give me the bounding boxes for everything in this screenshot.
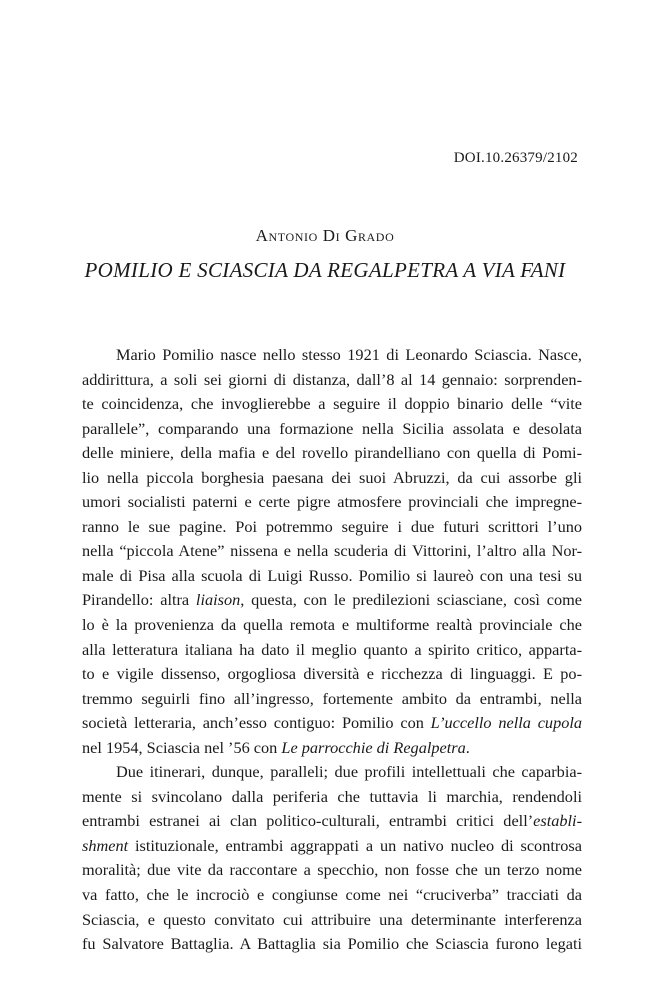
text-run: . <box>465 737 470 757</box>
text-line: lio nella piccola borghesia paesana dei suoi Abruzzi, da cui assorbe gli <box>82 467 582 487</box>
text-line: fu Salvatore Battaglia. A Battaglia sia Pomilio che Sciascia furono legati <box>82 934 582 954</box>
italic-term: shment <box>82 835 129 855</box>
text-line: Due itinerari, dunque, paralleli; due profili intellettuali che caparbia- <box>116 762 582 782</box>
text-line: Mario Pomilio nasce nello stesso 1921 di Leonardo Sciascia. Nasce, <box>116 345 582 364</box>
text-run: istituzionale, entrambi aggrappati a un nativo nucleo di scontrosa <box>128 835 582 855</box>
book-title: Le parrocchie di Regalpetra <box>281 737 466 757</box>
text-line: Sciascia, e questo convitato cui attribuire una determinante interferenza <box>82 909 582 929</box>
text-line: lo è la provenienza da quella remota e multiforme realtà provinciale che <box>82 615 582 635</box>
text-line: va fatto, che le incrociò e congiunse come nei “cruciverba” tracciati da <box>82 885 582 905</box>
text-line: male di Pisa alla scuola di Luigi Russo. Pomilio si laureò con una tesi su <box>82 565 582 585</box>
text-line <box>82 711 582 736</box>
text-run: società letteraria, anch’esso contiguo: Pomilio con <box>82 713 431 733</box>
italic-term: establi- <box>533 811 582 831</box>
text-line: to e vigile dissenso, orgogliosa diversità e ricchezza di linguaggi. E po- <box>82 664 582 684</box>
text-line: addirittura, a soli sei giorni di distanza, dall’8 al 14 gennaio: sorprenden- <box>82 369 582 389</box>
article-body <box>82 343 582 957</box>
text-line: parallele”, comparando una formazione nella Sicilia assolata e desolata <box>82 418 582 438</box>
text-line: mente si svincolano dalla periferia che tuttavia li marchia, rendendoli <box>82 786 582 806</box>
text-line: delle miniere, della mafia e del rovello pirandelliano con quella di Pomi- <box>82 443 582 463</box>
text-line <box>82 834 582 859</box>
text-line: nella “piccola Atene” nissena e nella scuderia di Vittorini, l’altro alla Nor- <box>82 541 582 561</box>
text-run: Pirandello: altra <box>82 590 196 610</box>
italic-term: liaison <box>195 590 241 610</box>
text-line: ranno le sue pagine. Poi potremmo seguire i due futuri scrittori l’uno <box>82 516 582 536</box>
text-line: moralità; due vite da raccontare a specchio, non fosse che un terzo nome <box>82 860 582 880</box>
text-line <box>82 588 582 613</box>
doi-identifier: DOI.10.26379/2102 <box>453 150 578 166</box>
text-line: tremmo seguirli fino all’ingresso, fortemente ambito da entrambi, nella <box>82 688 582 708</box>
text-run: entrambi estranei ai clan politico-culturali, entrambi critici dell’ <box>82 811 534 831</box>
article-title: POMILIO E SCIASCIA DA REGALPETRA A VIA FANI <box>84 258 566 282</box>
author-name: Antonio Di Grado <box>255 226 395 245</box>
text-line <box>82 809 582 834</box>
text-run: nel 1954, Sciascia nel ’56 con <box>82 737 282 757</box>
text-line: umori socialisti paterni e certe pigre atmosfere provinciali che impregne- <box>82 492 582 512</box>
book-title: L’uccello nella cupola <box>430 713 583 733</box>
text-run: , questa, con le predilezioni sciasciane, così come <box>240 590 582 610</box>
text-line <box>82 736 582 761</box>
text-line: alla letteratura italiana ha dato il meglio quanto a spirito critico, apparta- <box>82 639 582 659</box>
text-line: te coincidenza, che invoglierebbe a seguire il doppio binario delle “vite <box>82 394 582 414</box>
